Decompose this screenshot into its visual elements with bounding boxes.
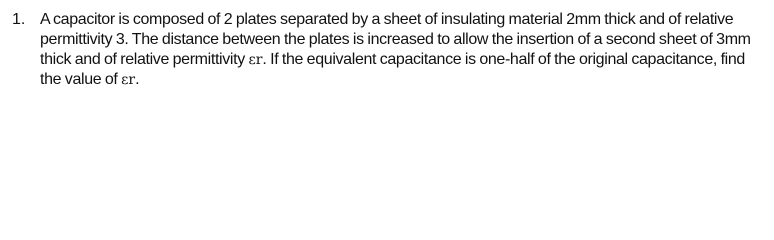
question-text <box>40 10 767 90</box>
relative-permittivity-symbol-2: εr <box>121 72 136 88</box>
question-line-4-text: the value of <box>40 71 118 88</box>
question-number: 1. <box>12 11 26 28</box>
question-line-4-end: . <box>135 71 140 88</box>
question-line-1: A capacitor is composed of 2 plates separated by a sheet of insulating material 2mm thick and of relative <box>40 11 734 28</box>
question-line-2: permittivity 3. The distance between the plates is increased to allow the insertion of a second sheet of 3mm <box>40 31 751 48</box>
question-item <box>12 10 767 90</box>
question-line-3 <box>40 50 767 70</box>
question-line-4 <box>40 70 767 90</box>
question-line-3-rest: . If the equivalent capacitance is one-half of the original capacitance, find <box>262 51 745 68</box>
question-line-3-text: thick and of relative permittivity <box>40 51 245 68</box>
relative-permittivity-symbol: εr <box>248 52 263 68</box>
